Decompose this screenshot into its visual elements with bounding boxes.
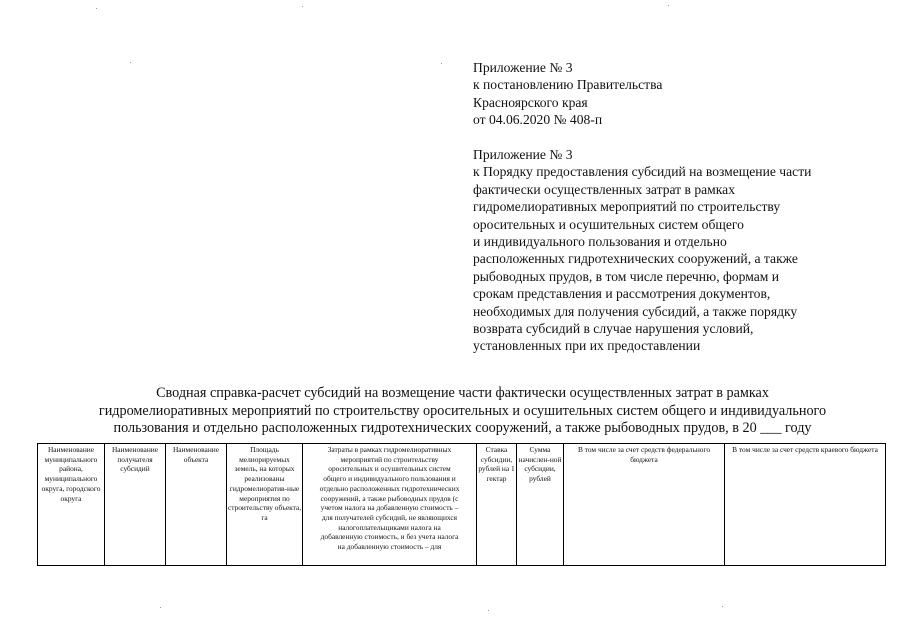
costs-header-line: Затраты в рамках гидромелиоративных	[327, 445, 452, 454]
appendix-resolution-block	[473, 59, 865, 129]
appendix-order-number: Приложение № 3	[473, 147, 573, 162]
appendix-number: Приложение № 3	[473, 60, 573, 75]
appendix-order-line: фактически осуществленных затрат в рамках	[473, 181, 735, 197]
scan-speck	[130, 62, 131, 63]
header-cell-area: Площадь мелиорируемых земель, на которых реализованы гидромелиоратив-ные мероприятия по строительству объекта, га	[227, 444, 303, 566]
scan-speck	[96, 8, 97, 9]
scan-speck	[160, 607, 161, 608]
costs-header-line: общего и индивидуального пользования и	[323, 474, 456, 484]
scan-speck	[441, 63, 442, 64]
appendix-order-line: возврата субсидий в случае нарушения условий,	[473, 321, 754, 337]
appendix-order-line: рыбоводных прудов, в том числе перечню, формам и	[473, 268, 780, 284]
appendix-order-line: гидромелиоративных мероприятий по строительству	[473, 199, 781, 215]
scan-speck	[488, 610, 489, 611]
header-cell-rate: Ставка субсидии, рублей на 1 гектар	[477, 444, 517, 566]
costs-header-line: добавленную стоимость, и без учета налога	[320, 532, 459, 542]
appendix-date-number: от 04.06.2020 № 408-п	[473, 112, 603, 128]
document-title-line: пользования и отдельно расположенных гидротехнических сооружений, а также рыбоводных прудов, в 20 ___ году	[113, 420, 812, 436]
costs-header-line: отдельно расположенных гидротехнических	[319, 483, 460, 493]
document-title	[40, 385, 885, 438]
appendix-order-line: к Порядку предоставления субсидий на возмещение части	[473, 164, 812, 180]
header-cell-object: Наименование объекта	[166, 444, 227, 566]
costs-header-line: учетом налога на добавленную стоимость –	[320, 503, 459, 513]
costs-header-line: налогоплательщиками налога на	[338, 522, 441, 532]
document-title-line: Сводная справка-расчет субсидий на возмещение части фактически осуществленных затрат в рамках	[156, 385, 769, 401]
appendix-resolution-ref: к постановлению Правительства	[473, 77, 663, 93]
costs-header-line: мероприятий по строительству	[340, 454, 439, 464]
header-cell-regional-budget: В том числе за счет средств краевого бюджета	[725, 444, 886, 566]
subsidy-calculation-table	[37, 443, 886, 566]
appendix-order-line: установленных при их предоставлении	[473, 338, 701, 354]
appendix-order-line: оросительных и осушительных систем общего	[473, 216, 744, 232]
appendix-order-line: расположенных гидротехнических сооружений, а также	[473, 251, 798, 267]
header-cell-municipality: Наименование муниципального района, муниципального округа, городского округа	[38, 444, 105, 566]
scan-speck	[302, 6, 303, 7]
header-cell-costs	[303, 444, 477, 566]
scan-speck	[722, 606, 723, 607]
header-cell-federal-budget: В том числе за счет средств федерального бюджета	[564, 444, 725, 566]
appendix-order-line: необходимых для получения субсидий, а также порядку	[473, 303, 798, 319]
scan-speck	[668, 5, 669, 6]
costs-header-line: для получателей субсидий, не являющихся	[321, 512, 458, 522]
header-cell-recipient: Наименование получателя субсидий	[105, 444, 166, 566]
document-title-line: гидромелиоративных мероприятий по строительству оросительных и осушительных систем общего и индивидуального	[98, 402, 827, 419]
costs-header-line: на добавленную стоимость – для	[337, 542, 442, 552]
costs-header-line: оросительных и осушительных систем	[328, 464, 451, 474]
appendix-region: Красноярского края	[473, 94, 588, 110]
header-cell-amount: Сумма начислен-ной субсидии, рублей	[517, 444, 564, 566]
costs-header-line: сооружений, а также рыбоводных прудов (с	[320, 493, 459, 503]
appendix-order-block	[473, 146, 865, 355]
appendix-order-line: срокам представления и рассмотрения документов,	[473, 286, 771, 302]
appendix-order-line: и индивидуального пользования и отдельно	[473, 234, 727, 250]
table-header-row	[38, 444, 886, 566]
